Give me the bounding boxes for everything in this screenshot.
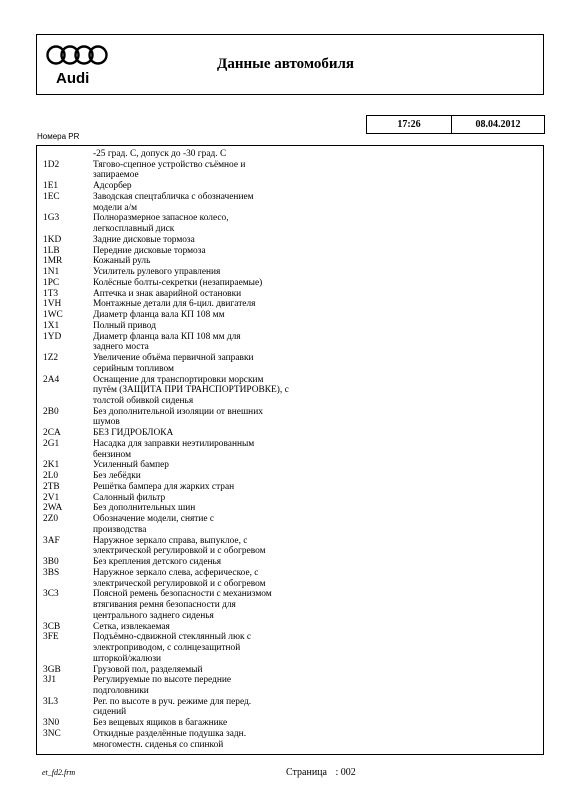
pr-description-line: Полноразмерное запасное колесо,: [93, 213, 229, 224]
pr-code: 3AF: [43, 535, 60, 546]
pr-description-line: Сетка, извлекаемая: [93, 621, 170, 632]
pr-description-line: модели а/м: [93, 202, 138, 213]
pr-description: [93, 149, 226, 160]
pr-description: [93, 589, 272, 621]
section-label: Номера PR: [37, 132, 80, 141]
pr-description-line: многоместн. сиденья со спинкой: [93, 739, 224, 750]
pr-description: [93, 482, 234, 493]
pr-description: [93, 278, 262, 289]
pr-description: [93, 460, 169, 471]
pr-description-line: Монтажные детали для 6-цил. двигателя: [93, 299, 256, 310]
pr-description-line: Усиленный бампер: [93, 460, 169, 471]
pr-description: [93, 729, 246, 750]
pr-description-line: Насадка для заправки неэтилированным: [93, 438, 255, 449]
date-value: 08.04.2012: [475, 119, 521, 130]
pr-description-line: шумов: [93, 417, 120, 428]
pr-description: [93, 514, 214, 535]
time-value: 17:26: [367, 116, 452, 133]
pr-description-line: Рег. по высоте в руч. режиме для перед.: [93, 696, 252, 707]
pr-description-line: Наружное зеркало слева, асферическое, с: [93, 567, 259, 578]
pr-description: [93, 375, 289, 407]
pr-description-line: Диаметр фланца вала КП 108 мм для: [93, 331, 241, 342]
pr-code: 2B0: [43, 406, 59, 417]
pr-description-line: толстой обивкой сиденья: [93, 396, 194, 406]
pr-code: 3NC: [43, 728, 61, 739]
pr-code: 2V1: [43, 492, 60, 503]
pr-description-line: электроприводом, с солнцезащитной: [93, 643, 241, 654]
pr-description-line: шторкой/жалюзи: [93, 653, 162, 664]
pr-description-line: Грузовой пол, разделяемый: [93, 664, 203, 675]
pr-description-line: бензином: [93, 449, 132, 460]
pr-description: [93, 439, 254, 460]
pr-description-line: сидений: [93, 707, 127, 718]
pr-description-line: Салонный фильтр: [93, 492, 166, 503]
pr-code: 3J1: [43, 675, 57, 686]
pr-code: 1KD: [43, 234, 62, 245]
pr-description: [93, 493, 165, 504]
pr-code: 3B0: [43, 557, 59, 568]
pr-description-line: Без крепления детского сиденья: [93, 557, 222, 568]
pr-code: 3CB: [43, 621, 61, 632]
pr-description: [93, 622, 170, 633]
pr-code: 2Z0: [43, 514, 59, 525]
audi-logo-text: Audi: [56, 70, 90, 87]
pr-code: 1T3: [43, 288, 59, 299]
pr-description-line: Аптечка и знак аварийной остановки: [93, 288, 242, 299]
footer-filename: et_fd2.frm: [42, 768, 76, 777]
pr-code: 1X1: [43, 320, 60, 331]
pr-codes-box: [36, 145, 544, 755]
pr-description-line: электрической регулировкой и с обогревом: [93, 546, 266, 557]
pr-description: [93, 299, 255, 310]
pr-description-line: Без дополнительных шин: [93, 503, 196, 514]
pr-code: 2TB: [43, 481, 60, 492]
pr-code: 1D2: [43, 159, 60, 170]
page-label: Страница: [286, 767, 327, 778]
pr-code: 1G3: [43, 213, 60, 224]
pr-description-line: заднего моста: [93, 342, 149, 353]
pr-description: [93, 267, 220, 278]
pr-description-line: производства: [93, 524, 147, 535]
pr-description-line: Полный привод: [93, 320, 156, 331]
pr-description: [93, 471, 141, 482]
pr-description-line: -25 град. С, допуск до -30 град. С: [93, 149, 227, 159]
pr-code: 1N1: [43, 267, 60, 278]
pr-code: 3GB: [43, 664, 61, 675]
pr-code: 2CA: [43, 428, 61, 439]
pr-code: 3N0: [43, 718, 60, 729]
pr-description: [93, 428, 173, 439]
pr-description: [93, 235, 195, 246]
pr-description: [93, 256, 150, 267]
pr-code: 2L0: [43, 471, 59, 482]
pr-description: [93, 536, 266, 557]
pr-code: 3BS: [43, 567, 60, 578]
pr-code: 1PC: [43, 277, 60, 288]
pr-code: 1YD: [43, 331, 62, 342]
audi-rings-icon: [45, 44, 111, 66]
pr-description-line: Задние дисковые тормоза: [93, 234, 195, 245]
pr-code: 1WC: [43, 310, 63, 321]
pr-description-line: Без лебёдки: [93, 471, 141, 482]
pr-description: [93, 632, 251, 664]
pr-description: [93, 213, 229, 234]
pr-description-line: запираемое: [93, 170, 139, 181]
pr-description: [93, 246, 206, 257]
pr-description-line: Кожаный руль: [93, 256, 151, 267]
pr-description-line: Регулируемые по высоте передние: [93, 675, 232, 686]
pr-description: [93, 181, 132, 192]
pr-code: 1LB: [43, 245, 60, 256]
pr-description-line: подголовники: [93, 685, 149, 696]
pr-description-line: центрального заднего сиденья: [93, 610, 214, 621]
pr-description-line: Тягово-сцепное устройство съёмное и: [93, 159, 246, 170]
pr-description-line: Оснащение для транспортировки морским: [93, 374, 264, 385]
pr-description: [93, 568, 266, 589]
pr-description: [93, 192, 254, 213]
page-title: Данные автомобиля: [217, 56, 355, 72]
timestamp-box: [366, 115, 545, 134]
pr-code: 2G1: [43, 438, 60, 449]
pr-description: [93, 503, 195, 514]
pr-description: [93, 407, 263, 428]
pr-description: [93, 718, 227, 729]
pr-description-line: Наружное зеркало справа, выпуклое, с: [93, 535, 248, 546]
pr-code: 2K1: [43, 460, 60, 471]
pr-description-line: путём (ЗАЩИТА ПРИ ТРАНСПОРТИРОВКЕ), с: [93, 385, 289, 396]
pr-description: [93, 310, 225, 321]
pr-code: 1MR: [43, 256, 63, 267]
pr-code: 3FE: [43, 632, 59, 643]
pr-code: 3C3: [43, 589, 59, 600]
pr-description: [93, 160, 245, 181]
pr-description-line: Без дополнительной изоляции от внешних: [93, 406, 263, 417]
pr-description-line: электрической регулировкой и с обогревом: [93, 578, 266, 589]
pr-description-line: Подъёмно-сдвижной стеклянный люк с: [93, 632, 252, 643]
pr-description: [93, 353, 254, 374]
page-separator: :: [335, 767, 339, 778]
audi-logo: [45, 44, 115, 88]
pr-description-line: БЕЗ ГИДРОБЛОКА: [93, 428, 174, 439]
pr-description-line: Обозначение модели, снятие с: [93, 514, 215, 525]
pr-description-line: легкосплавный диск: [93, 224, 175, 235]
pr-code: 3L3: [43, 696, 59, 707]
pr-description-line: Заводская спецтабличка с обозначением: [93, 191, 254, 202]
pr-description-line: Усилитель рулевого управления: [93, 267, 221, 278]
pr-description-line: Без вещевых ящиков в багажнике: [93, 718, 228, 729]
pr-description-line: Передние дисковые тормоза: [93, 245, 206, 256]
pr-description-line: Увеличение объёма первичной заправки: [93, 353, 254, 364]
pr-code: 1Z2: [43, 353, 59, 364]
footer-page-number: [286, 767, 356, 778]
pr-code: 2A4: [43, 374, 60, 385]
pr-description-line: Колёсные болты-секретки (незапираемые): [93, 277, 263, 288]
pr-code: 1VH: [43, 299, 62, 310]
pr-description-line: серийным топливом: [93, 363, 174, 374]
pr-code: 1EC: [43, 191, 60, 202]
pr-description: [93, 675, 231, 696]
document-header: [36, 34, 544, 95]
pr-description-line: Откидные разделённые подушка задн.: [93, 728, 247, 739]
pr-description-line: Решётка бампера для жарких стран: [93, 481, 235, 492]
pr-code: 2WA: [43, 503, 63, 514]
page-value: 002: [340, 767, 356, 778]
pr-description-line: втягивания ремня безопасности для: [93, 600, 236, 611]
pr-description: [93, 289, 241, 300]
pr-description: [93, 665, 203, 676]
pr-code: 1E1: [43, 181, 59, 192]
pr-description-line: Диаметр фланца вала КП 108 мм: [93, 310, 225, 321]
pr-description: [93, 697, 251, 718]
pr-description: [93, 332, 241, 353]
pr-description: [93, 321, 156, 332]
pr-description: [93, 557, 221, 568]
pr-description-line: Адсорбер: [93, 181, 132, 192]
pr-description-line: Поясной ремень безопасности с механизмом: [93, 589, 272, 600]
